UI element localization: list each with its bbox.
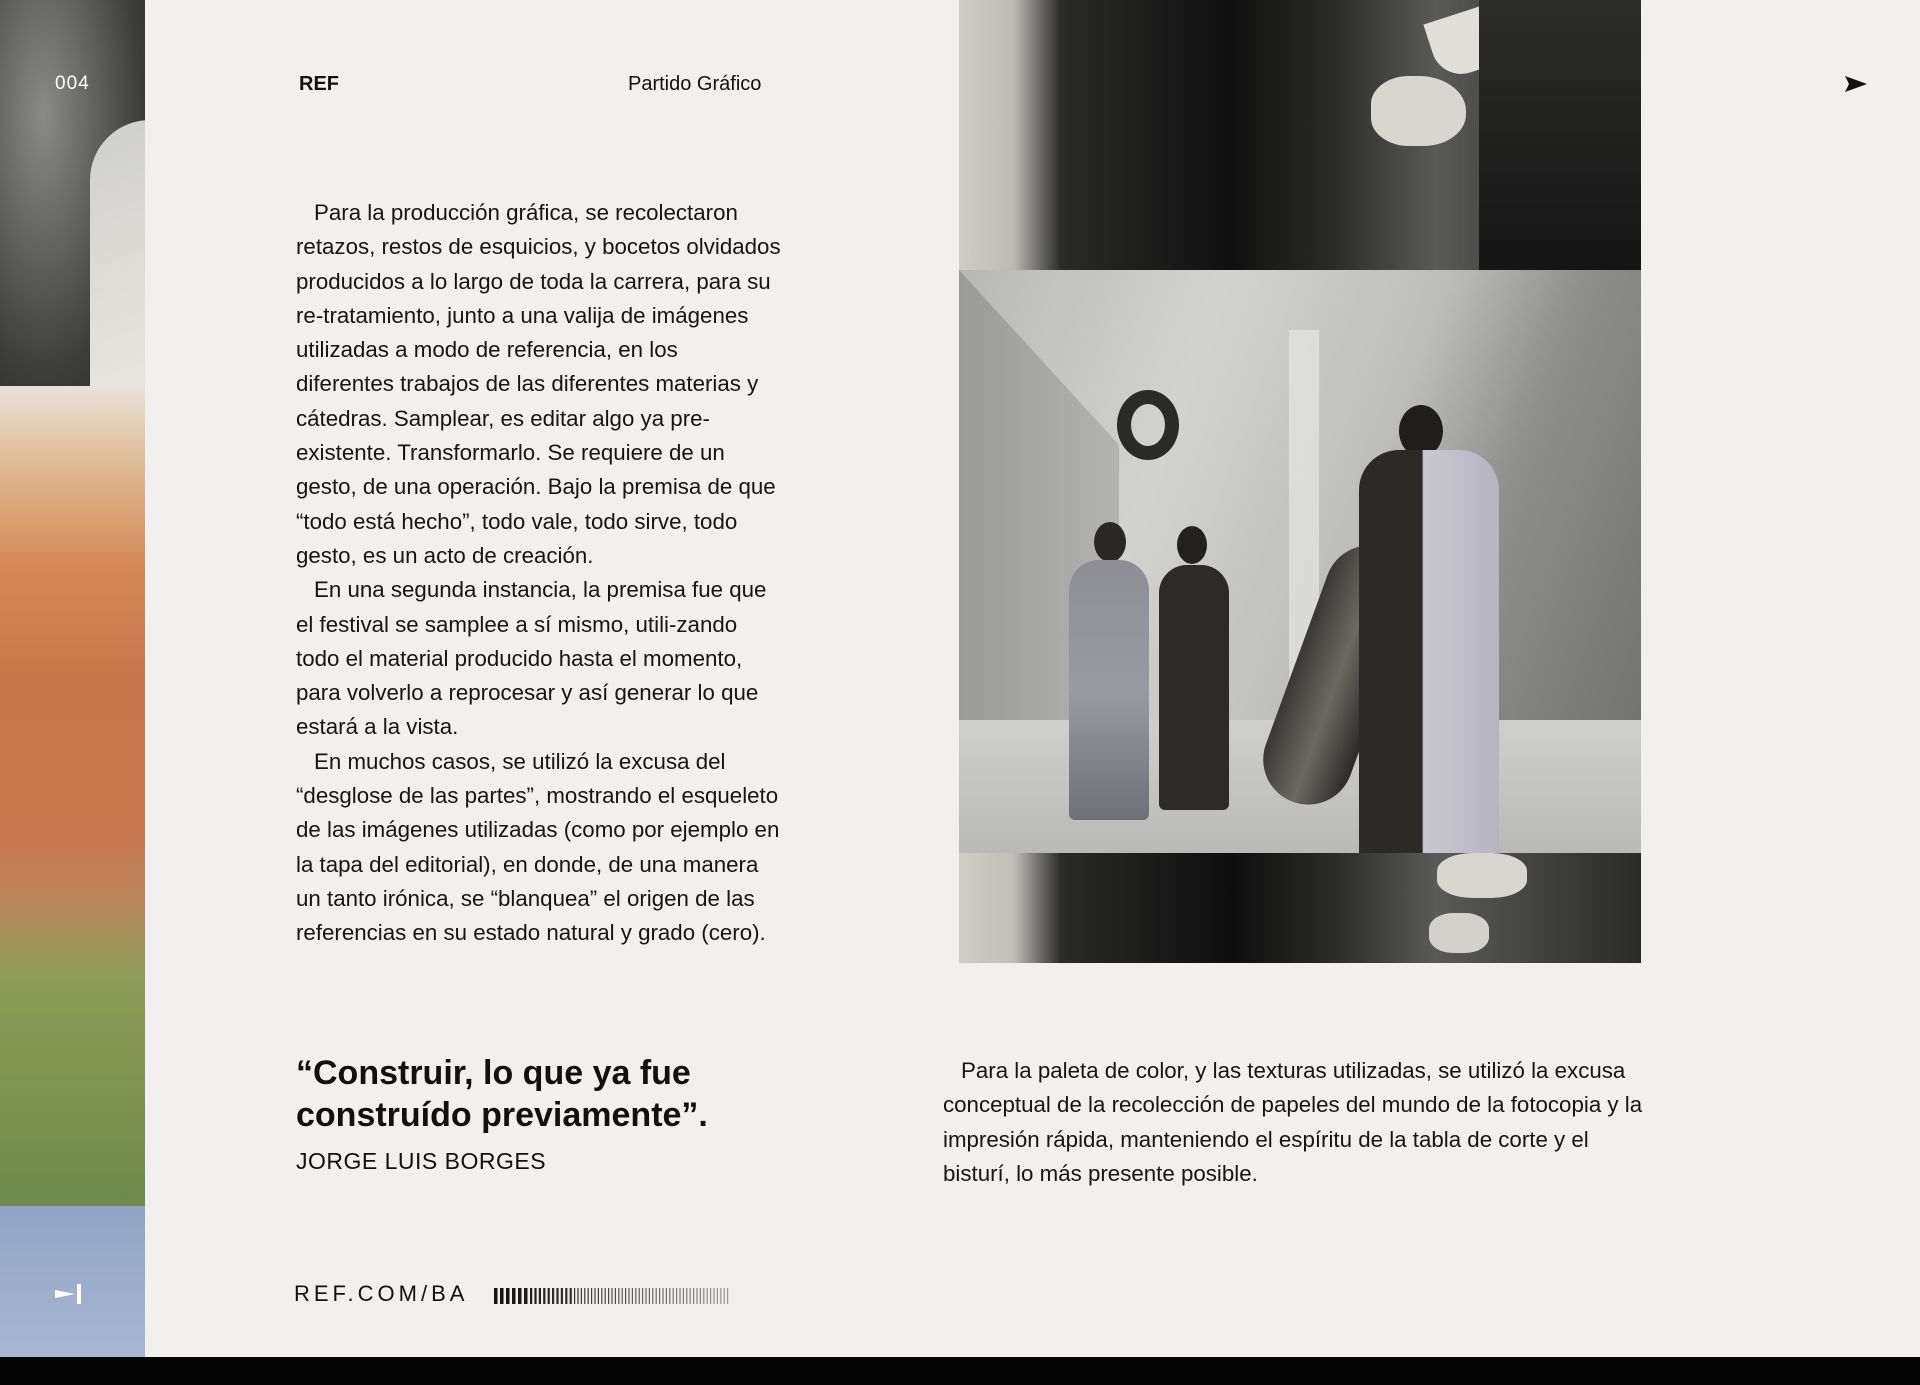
body-text — [296, 196, 781, 951]
barcode-bar — [506, 1288, 510, 1304]
section-title: Partido Gráfico — [628, 73, 762, 95]
barcode-bar — [724, 1288, 725, 1304]
barcode-bar — [683, 1288, 684, 1304]
musician-figure — [1069, 560, 1149, 820]
barcode-bar — [618, 1288, 619, 1304]
barcode-bar — [673, 1288, 674, 1304]
collage-stage-photo — [959, 270, 1641, 853]
caption-paragraph: Para la paleta de color, y las texturas utilizadas, se utilizó la excusa conceptual de la recolección de papeles del mundo de la fotocopia y la impresión rápida, manteniendo el espíritu de la tabla de corte y el bisturí, lo más presente posible. — [943, 1058, 1643, 1186]
barcode-bar — [556, 1288, 558, 1304]
barcode-bar — [720, 1288, 721, 1304]
barcode-bar — [591, 1288, 592, 1304]
barcode-bar — [611, 1288, 612, 1304]
footer-url[interactable]: REF.COM/BA — [294, 1281, 469, 1306]
collage-band-bottom — [959, 853, 1641, 963]
barcode-bar — [588, 1288, 589, 1304]
barcode-bar — [649, 1288, 650, 1304]
barcode-bar — [561, 1288, 563, 1304]
image-caption — [943, 1054, 1643, 1191]
page-number: 004 — [55, 73, 90, 94]
barcode-bar — [686, 1288, 687, 1304]
barcode-bar — [594, 1288, 595, 1304]
barcode-bar — [696, 1288, 697, 1304]
barcode-bar — [518, 1288, 522, 1304]
barcode-bar — [601, 1288, 602, 1304]
barcode-bar — [717, 1288, 718, 1304]
skip-forward-icon[interactable] — [55, 1282, 85, 1306]
barcode-bar — [608, 1288, 609, 1304]
photo-collage — [959, 0, 1641, 963]
barcode-bar — [565, 1288, 567, 1304]
barcode-bar — [703, 1288, 704, 1304]
collage-band-top — [959, 0, 1641, 270]
barcode-bar — [598, 1288, 599, 1304]
bottom-bar — [0, 1357, 1920, 1385]
barcode-bar — [512, 1288, 516, 1304]
barcode-bar — [625, 1288, 626, 1304]
barcode-bar — [639, 1288, 640, 1304]
barcode-bar — [642, 1288, 643, 1304]
barcode-bar — [530, 1288, 532, 1304]
barcode-bar — [662, 1288, 663, 1304]
barcode-bar — [524, 1288, 528, 1304]
barcode-bar — [615, 1288, 616, 1304]
barcode-bar — [635, 1288, 636, 1304]
barcode-bar — [700, 1288, 701, 1304]
pull-quote: “Construir, lo que ya fue construído previamente”. — [296, 1054, 708, 1134]
barcode-bar — [577, 1288, 578, 1304]
barcode-bar — [645, 1288, 646, 1304]
barcode-bar — [632, 1288, 633, 1304]
barcode-bar — [693, 1288, 694, 1304]
barcode-bar — [570, 1288, 572, 1304]
barcode-bar — [534, 1288, 536, 1304]
barcode-bar — [543, 1288, 545, 1304]
barcode-bar — [669, 1288, 670, 1304]
musician-figure — [1159, 565, 1229, 810]
barcode-bar — [605, 1288, 606, 1304]
strip-photo-highlight — [90, 120, 145, 386]
barcode-bar — [659, 1288, 660, 1304]
barcode-bar — [656, 1288, 657, 1304]
body-paragraph: En muchos casos, se utilizó la excusa del “desglose de las partes”, mostrando el esqueleto de las imágenes utilizadas (como por ejemplo en la tapa del editorial), en donde, de una manera un tanto irónica, se “blanquea” el origen de las referencias en su estado natural y grado (cero). — [296, 748, 780, 946]
barcode-bar — [548, 1288, 550, 1304]
barcode-bar — [727, 1288, 728, 1304]
barcode-bar — [574, 1288, 575, 1304]
strip-photo-papaya — [0, 386, 145, 1206]
barcode-bar — [584, 1288, 585, 1304]
barcode-bar — [581, 1288, 582, 1304]
barcode-bar — [690, 1288, 691, 1304]
barcode-bar — [552, 1288, 554, 1304]
stage-logo — [1117, 390, 1179, 460]
musician-figure — [1359, 450, 1499, 870]
barcode-bar — [713, 1288, 714, 1304]
barcode-bar — [622, 1288, 623, 1304]
left-image-strip — [0, 0, 145, 1357]
barcode-bar — [666, 1288, 667, 1304]
barcode-bar — [539, 1288, 541, 1304]
barcode-bar — [500, 1288, 504, 1304]
brand-label: REF — [299, 73, 339, 95]
body-paragraph: Para la producción gráfica, se recolectaron retazos, restos de esquicios, y bocetos olvidados producidos a lo largo de toda la carrera, para su re-tratamiento, junto a una valija de imágenes utilizadas a modo de referencia, en los diferentes trabajos de las diferentes materias y cátedras. Samplear, es editar algo ya pre-existente. Transformarlo. Se requiere de un gesto, de una operación. Bajo la premisa de que “todo está hecho”, todo vale, todo sirve, todo gesto, es un acto de creación. — [296, 200, 781, 568]
barcode-bar — [710, 1288, 711, 1304]
barcode-graphic — [494, 1288, 734, 1304]
barcode-bar — [494, 1288, 498, 1304]
barcode-bar — [679, 1288, 680, 1304]
barcode-bar — [676, 1288, 677, 1304]
barcode-bar — [628, 1288, 629, 1304]
body-paragraph: En una segunda instancia, la premisa fue que el festival se samplee a sí mismo, utili-zando todo el material producido hasta el momento, para volverlo a reprocesar y así generar lo que estará a la vista. — [296, 577, 767, 740]
play-triangle-icon[interactable] — [1845, 76, 1867, 92]
quote-author: JORGE LUIS BORGES — [296, 1148, 547, 1174]
barcode-bar — [707, 1288, 708, 1304]
barcode-bar — [652, 1288, 653, 1304]
